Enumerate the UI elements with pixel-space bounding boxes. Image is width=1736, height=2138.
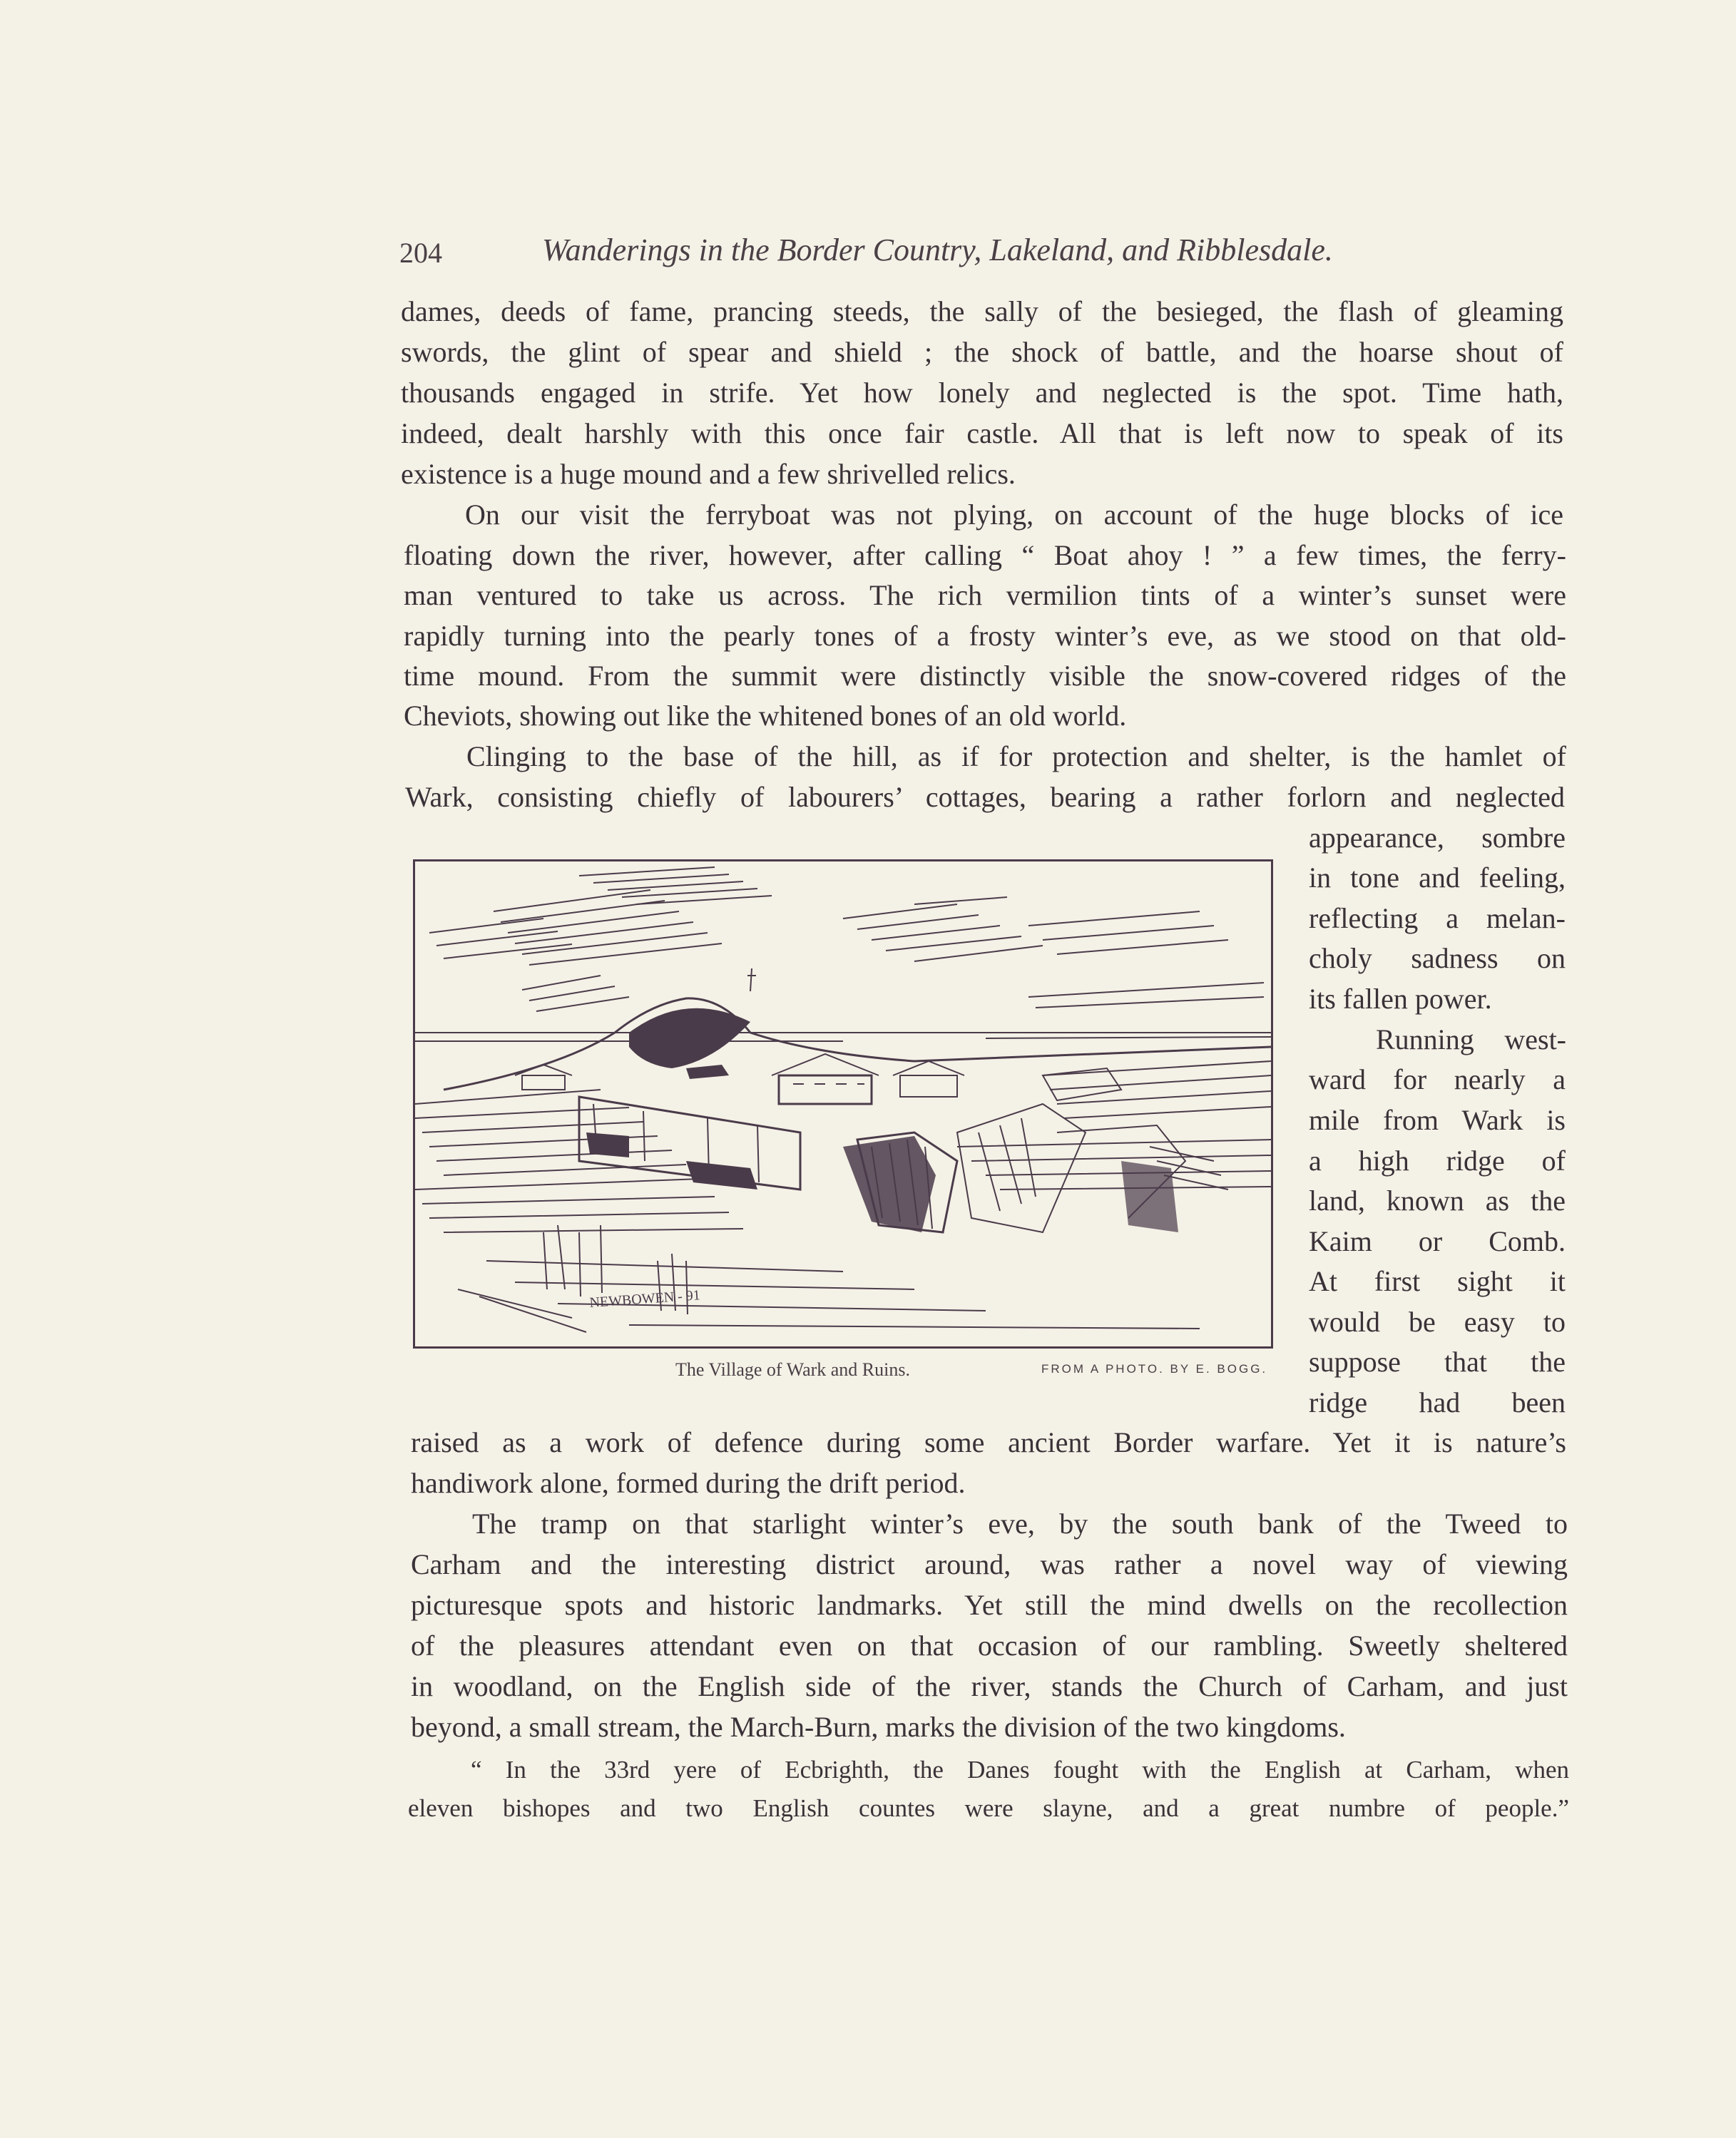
figure-credit: FROM A PHOTO. BY E. BOGG. [1041,1362,1268,1376]
text-line: raised as a work of defence during some ancient Border warfare. Yet it is nature’s [411,1426,1566,1458]
text-line: man ventured to take us across. The rich vermilion tints of a winter’s sunset were [404,579,1566,611]
side-text-line: reflecting a melan- [1309,902,1566,934]
text-line: Carham and the interesting district around, was rather a novel way of viewing [411,1548,1568,1580]
side-text-line: Running west- [1376,1023,1566,1055]
running-title: Wanderings in the Border Country, Lakeland, and Ribblesdale. [542,232,1333,267]
text-line: Wark, consisting chiefly of labourers’ cottages, bearing a rather forlorn and neglected [405,781,1565,813]
text-line: of the pleasures attendant even on that occasion of our rambling. Sweetly sheltered [411,1630,1568,1662]
side-text-line: choly sadness on [1309,942,1566,974]
artist-signature: NEWBOWEN - 91 [588,1287,701,1311]
page-number: 204 [399,237,442,269]
text-line: handiwork alone, formed during the drift period. [411,1467,966,1499]
text-line: time mound. From the summit were distinctly visible the snow-covered ridges of the [404,660,1566,692]
text-line: rapidly turning into the pearly tones of a frosty winter’s eve, as we stood on that old- [404,620,1566,652]
side-text-line: ridge had been [1309,1386,1566,1418]
text-line: On our visit the ferryboat was not plying, on account of the huge blocks of ice [465,498,1563,531]
quote-line: eleven bishopes and two English countes were slayne, and a great numbre of people.” [408,1794,1569,1822]
text-line: indeed, dealt harshly with this once fair castle. All that is left now to speak of its [401,417,1563,449]
text-line: existence is a huge mound and a few shrivelled relics. [401,458,1016,490]
side-text-line: land, known as the [1309,1185,1566,1217]
text-line: in woodland, on the English side of the river, stands the Church of Carham, and just [411,1670,1568,1702]
side-text-line: mile from Wark is [1309,1104,1566,1136]
text-line: beyond, a small stream, the March-Burn, marks the division of the two kingdoms. [411,1711,1346,1743]
text-line: thousands engaged in strife. Yet how lonely and neglected is the spot. Time hath, [401,377,1563,409]
side-text-line: would be easy to [1309,1306,1566,1338]
side-text-line: appearance, sombre [1309,822,1566,854]
text-line: Clinging to the base of the hill, as if for protection and shelter, is the hamlet of [466,740,1566,772]
side-text-line: At first sight it [1309,1265,1566,1297]
sketch-drawing [415,861,1271,1346]
quote-line: “ In the 33rd yere of Ecbrighth, the Danes fought with the English at Carham, when [471,1756,1569,1784]
text-line: The tramp on that starlight winter’s eve, by the south bank of the Tweed to [472,1508,1568,1540]
figure-caption: The Village of Wark and Ruins. [675,1359,910,1380]
text-line: floating down the river, however, after calling “ Boat ahoy ! ” a few times, the ferry- [404,539,1566,571]
text-line: dames, deeds of fame, prancing steeds, the sally of the besieged, the flash of gleaming [401,295,1563,327]
side-text-line: Kaim or Comb. [1309,1225,1566,1257]
running-head [399,232,1569,275]
side-text-line: suppose that the [1309,1346,1566,1378]
text-line: swords, the glint of spear and shield ; the shock of battle, and the hoarse shout of [401,336,1563,368]
text-line: picturesque spots and historic landmarks. Yet still the mind dwells on the recollection [411,1589,1568,1621]
text-line: Cheviots, showing out like the whitened bones of an old world. [404,700,1127,732]
side-text-line: a high ridge of [1309,1145,1566,1177]
side-text-line: its fallen power. [1309,983,1492,1015]
village-of-wark-illustration [413,859,1273,1349]
side-text-line: in tone and feeling, [1309,861,1566,894]
side-text-line: ward for nearly a [1309,1063,1566,1095]
